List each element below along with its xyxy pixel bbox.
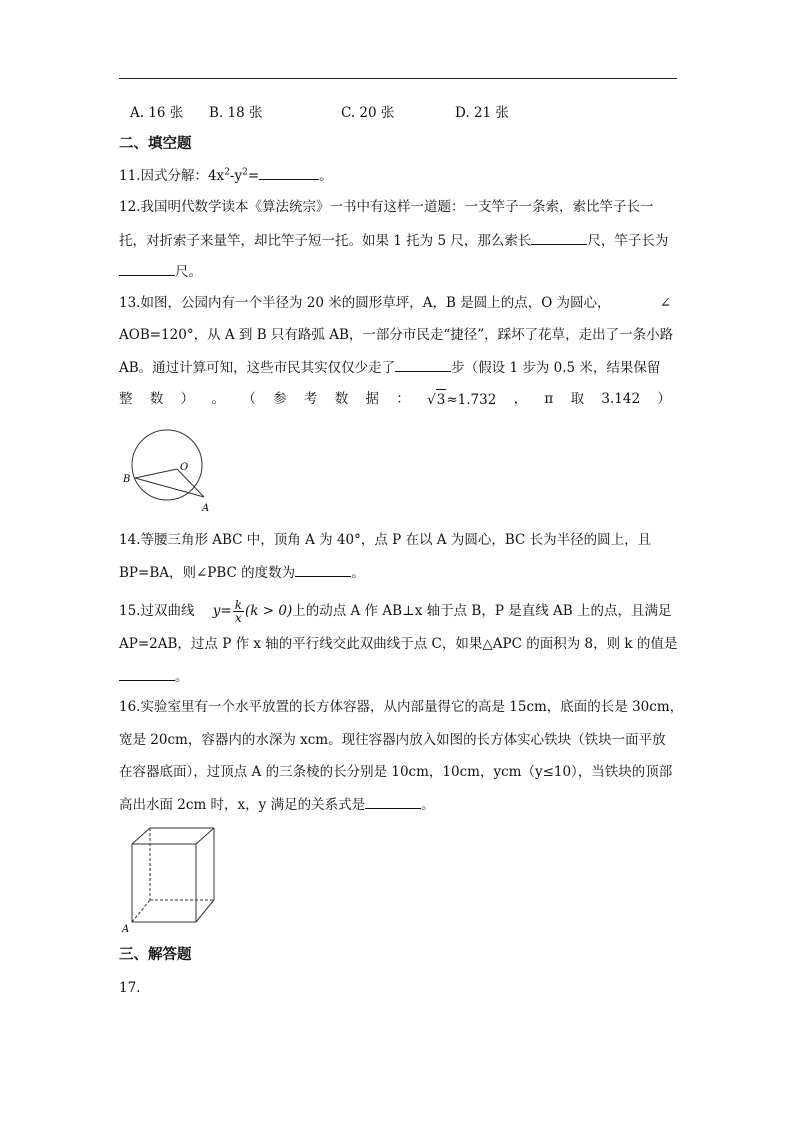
label-b: B [123, 474, 131, 485]
option-d: D. 21 张 [455, 105, 509, 121]
label-a: A [122, 924, 130, 934]
question-16-line-3: 在容器底面），过顶点 A 的三条棱的长分别是 10cm，10cm，ycm（y≤10），当铁块的顶部 [119, 764, 673, 780]
question-12-line-1: 12.我国明代数学读本《算法统宗》一书中有这样一道题：一支竿子一条索，索比竿子长一 [119, 199, 654, 215]
option-b: B. 18 张 [209, 105, 263, 121]
option-a: A. 16 张 [130, 105, 184, 121]
question-15-line-1: 15.过双曲线 y= $\frac{k}{x}$ (k > 0)上的动点 A 作 AB⊥x 轴于点 B，P 是直线 AB 上的点，且满足 [119, 598, 672, 625]
answer-blank[interactable] [295, 562, 351, 577]
circle-figure [118, 425, 228, 515]
answer-blank[interactable] [119, 261, 175, 276]
question-15-line-2: AP=2AB，过点 P 作 x 轴的平行线交此双曲线于点 C，如果△APC 的面积为 8，则 k 的值是 [119, 636, 678, 652]
radius-ob [135, 469, 177, 478]
sqrt-expression: √ 3 ≈1.732 [427, 389, 496, 410]
answer-blank[interactable] [395, 357, 451, 372]
answer-blank[interactable] [119, 666, 175, 681]
edge [132, 828, 150, 844]
hidden-edge [132, 900, 150, 922]
answer-blank[interactable] [259, 165, 319, 180]
question-13-line-3: AB。通过计算可知，这些市民其实仅仅少走了 步（假设 1 步为 0.5 米，结果保留 [119, 357, 660, 378]
edge [196, 900, 214, 922]
option-c: C. 20 张 [341, 105, 395, 121]
fraction-k-over-x: $\frac{k}{x}$ [234, 598, 243, 625]
question-13-line-1: 13.如图，公园内有一个半径为 20 米的圆形草坪，A，B 是圆上的点，O 为圆心， ∠ [119, 295, 671, 311]
label-o: O [180, 462, 189, 473]
answer-blank[interactable] [531, 230, 587, 245]
header-rule [119, 78, 677, 79]
q10-options [119, 103, 679, 123]
question-12-line-3: 尺。 [119, 261, 202, 282]
cuboid-figure [114, 822, 226, 934]
question-14-line-1: 14.等腰三角形 ABC 中，顶角 A 为 40°，点 P 在以 A 为圆心，BC 长为半径的圆上，且 [119, 532, 652, 548]
edge [196, 828, 214, 844]
section-title-answer: 三、解答题 [119, 947, 192, 963]
section-title-fill-blank: 二、填空题 [119, 136, 192, 152]
label-a: A [202, 503, 210, 514]
question-16-line-1: 16.实验室里有一个水平放置的长方体容器，从内部量得它的高是 15cm，底面的长是 30cm， [119, 699, 684, 715]
question-12-line-2: 托，对折索子来量竿，却比竿子短一托。如果 1 托为 5 尺，那么索长 尺，竿子长为 [119, 230, 668, 251]
answer-blank[interactable] [365, 794, 421, 809]
question-17: 17. [119, 980, 141, 996]
question-16-line-4: 高出水面 2cm 时，x，y 满足的关系式是 。 [119, 794, 435, 815]
question-14-line-2: BP=BA，则∠PBC 的度数为 。 [119, 562, 365, 583]
question-13-line-2: AOB=120°，从 A 到 B 只有路弧 AB，一部分市民走“捷径”，踩坏了花草，走出了一条小路 [119, 327, 674, 343]
question-11: 11.因式分解：$4x^2-y^2=$ 。 [119, 165, 333, 186]
question-13-line-4: 整 数 ） 。 （ 参 考 数 据 ： √ 3 ≈1.732 ， π 取 3.142 ） [119, 391, 671, 408]
question-15-line-3: 。 [119, 666, 189, 687]
circle [132, 430, 202, 500]
question-16-line-2: 宽是 20cm，容器内的水深为 xcm。现往容器内放入如图的长方体实心铁块（铁块一面平放 [119, 732, 666, 748]
